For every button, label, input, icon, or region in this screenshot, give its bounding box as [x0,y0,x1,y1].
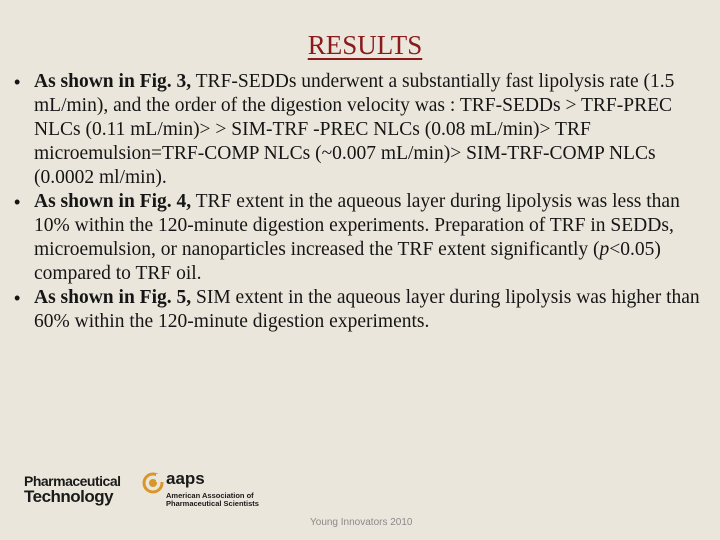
bullet-fig4-lead: As shown in Fig. 4, [34,191,192,212]
aaps-logo-sub2: Pharmaceutical Scientists [166,499,259,508]
aaps-logo-name: aaps [166,469,205,488]
bullet-fig4 [14,190,704,286]
bullet-fig4-text-end: <0.05) compared to TRF oil. [34,239,661,284]
sponsor-logos [24,470,284,510]
aaps-logo-sub1: American Association of [166,491,254,500]
bullet-fig5-text: SIM extent in the aqueous layer during lipolysis was higher than 60% within the 120-minute digestion experiments. [34,287,700,332]
slide-title: RESULTS [307,30,423,60]
bullet-fig5 [14,286,704,334]
results-bullet-list [14,70,704,334]
pharmaceutical-technology-logo [24,474,121,504]
pt-logo-line2: Technology [24,487,114,506]
bullet-fig3-lead: As shown in Fig. 3, [34,71,192,92]
bullet-fig4-text: TRF extent in the aqueous layer during lipolysis was less than 10% within the 120-minute digestion experiments. Preparation of TRF in SEDDs, microemulsion, or nanoparticles increased the TRF extent significantly ( [34,191,680,260]
pt-logo-line1: Pharmaceutical [24,473,121,489]
bullet-fig3-text: TRF-SEDDs underwent a substantially fast lipolysis rate (1.5 mL/min), and the order of the digestion velocity was : TRF-SEDDs > TRF-PREC NLCs (0.11 mL/min)> > SIM-TRF -PREC NLCs (0.08 mL/min)> TRF microemulsion=TRF-COMP NLCs (~0.007 mL/min)> SIM-TRF-COMP NLCs (0.0002 ml/min). [34,71,675,188]
slide-footer: Young Innovators 2010 [310,517,413,528]
aaps-logo [166,470,259,508]
p-value-symbol: p [599,239,610,260]
bullet-fig3 [14,70,704,190]
bullet-fig5-lead: As shown in Fig. 5, [34,287,192,308]
aaps-emblem-icon [142,472,164,494]
